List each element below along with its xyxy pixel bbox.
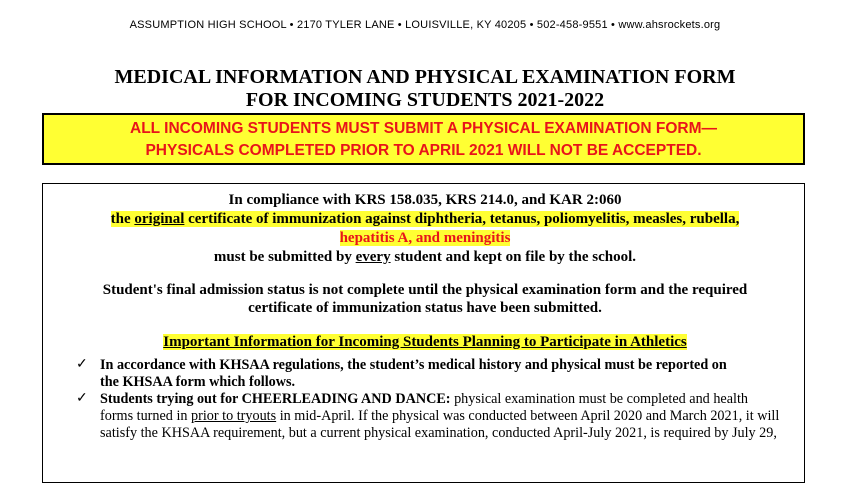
compliance-original: original [134, 211, 185, 227]
compliance-vaccines: certificate of immunization against diphtheria, tetanus, poliomyelitis, measles, rubella, [184, 211, 740, 227]
warning-banner-line1: ALL INCOMING STUDENTS MUST SUBMIT A PHYSICAL EXAMINATION FORM— [130, 120, 717, 137]
compliance-kept: student and kept on file by the school. [390, 249, 637, 265]
admission-line1: Student's final admission status is not complete until the physical examination form and the required [102, 282, 748, 298]
compliance-line2 [0, 210, 850, 228]
compliance-every: every [355, 249, 391, 265]
athletics-heading-text: Important Information for Incoming Students Planning to Participate in Athletics [163, 334, 687, 350]
athletics-item2-prior: prior to tryouts [191, 408, 277, 424]
athletics-heading [0, 333, 850, 351]
athletics-item-khsaa [100, 357, 790, 391]
athletics-item2-rest: physical examination must be completed and health [450, 391, 748, 407]
athletics-item2-line3: satisfy the KHSAA requirement, but a current physical examination, conducted April-July 2021, is required by July 29, [100, 425, 777, 441]
athletics-item2-line1 [100, 391, 790, 408]
form-title-line1: MEDICAL INFORMATION AND PHYSICAL EXAMINATION FORM [114, 66, 736, 88]
form-title-line2: FOR INCOMING STUDENTS 2021-2022 [245, 89, 605, 111]
check-icon: ✓ [76, 391, 88, 406]
form-title [0, 66, 850, 112]
compliance-line4 [0, 248, 850, 266]
check-icon: ✓ [76, 357, 88, 372]
warning-banner [42, 113, 805, 165]
compliance-line1: In compliance with KRS 158.035, KRS 214.0, and KAR 2:060 [228, 192, 622, 208]
athletics-item2-bold: Students trying out for CHEERLEADING AND DANCE: [100, 391, 451, 407]
athletics-item1-line1: In accordance with KHSAA regulations, the student’s medical history and physical must be reported on [100, 357, 727, 373]
athletics-item1-line2: the KHSAA form which follows. [100, 374, 296, 390]
admission-line2: certificate of immunization status have been submitted. [248, 300, 602, 316]
school-address-header: ASSUMPTION HIGH SCHOOL • 2170 TYLER LANE • LOUISVILLE, KY 40205 • 502-458-9551 • www.ahsrockets.org [129, 19, 721, 31]
athletics-item2-forms: forms turned in [100, 408, 192, 424]
compliance-must: must be submitted by [213, 249, 356, 265]
athletics-item2-april: in mid-April. If the physical was conducted between April 2020 and March 2021, it will [276, 408, 780, 424]
compliance-hepatitis-meningitis: hepatitis A, and meningitis [339, 230, 511, 246]
compliance-line3 [0, 229, 850, 247]
compliance-line2-highlight [111, 211, 740, 227]
athletics-item-cheer-dance [100, 391, 790, 442]
compliance-the: the [110, 211, 135, 227]
warning-banner-line2: PHYSICALS COMPLETED PRIOR TO APRIL 2021 WILL NOT BE ACCEPTED. [145, 142, 702, 159]
athletics-item2-line2 [100, 408, 790, 425]
